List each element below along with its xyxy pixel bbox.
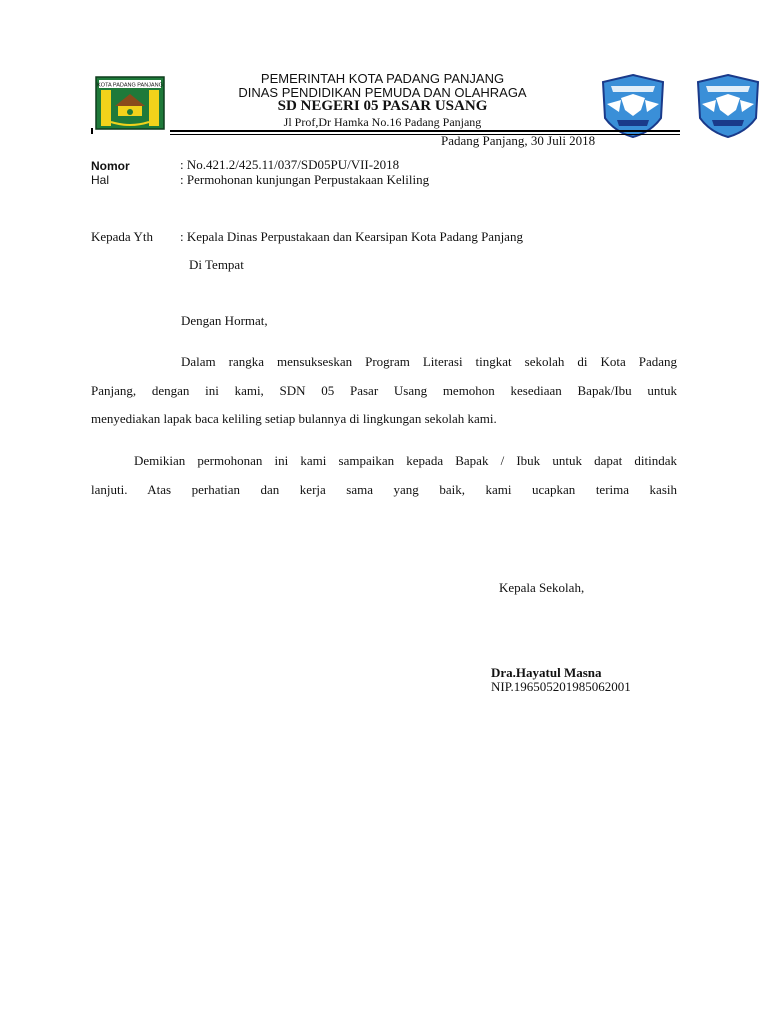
signer-name: Dra.Hayatul Masna: [491, 665, 602, 680]
letterhead-divider-thick: [170, 130, 680, 132]
hal-label: Hal: [91, 173, 110, 187]
paragraph-2-line-1: Demikian permohonan ini kami sampaikan kepada Bapak / Ibuk untuk dapat ditindak: [134, 453, 677, 468]
letterhead-divider-thin: [170, 134, 680, 135]
kota-padang-panjang-emblem: [95, 76, 165, 130]
hal-value: : Permohonan kunjungan Perpustakaan Keliling: [180, 172, 430, 187]
letterhead-address: Jl Prof,Dr Hamka No.16 Padang Panjang: [283, 115, 482, 129]
paragraph-2-line-2: lanjuti. Atas perhatian dan kerja sama yang baik, kami ucapkan terima kasih: [91, 482, 677, 497]
di-tempat: Di Tempat: [189, 257, 244, 272]
paragraph-1-line-2: Panjang, dengan ini kami, SDN 05 Pasar Usang memohon kesediaan Bapak/Ibu untuk: [91, 383, 677, 398]
letterhead-government: PEMERINTAH KOTA PADANG PANJANG: [260, 71, 505, 86]
greeting: Dengan Hormat,: [181, 313, 268, 328]
tut-wuri-handayani-logo-2: [686, 72, 768, 140]
svg-text:KOTA PADANG PANJANG: KOTA PADANG PANJANG: [97, 82, 163, 89]
closing-title: Kepala Sekolah,: [499, 580, 585, 595]
letterhead-department: DINAS PENDIDIKAN PEMUDA DAN OLAHRAGA: [238, 85, 527, 100]
paragraph-1-line-1: Dalam rangka mensukseskan Program Literasi tingkat sekolah di Kota Padang: [181, 354, 677, 369]
nomor-label: Nomor: [91, 159, 130, 173]
letterhead-school-name: SD NEGERI 05 PASAR USANG: [277, 98, 488, 114]
paragraph-1-line-3: menyediakan lapak baca keliling setiap bulannya di lingkungan sekolah kami.: [91, 411, 497, 426]
signer-nip: NIP.196505201985062001: [491, 679, 631, 694]
kepada-value: : Kepala Dinas Perpustakaan dan Kearsipan Kota Padang Panjang: [180, 229, 523, 244]
margin-mark: [91, 128, 93, 134]
nomor-value: : No.421.2/425.11/037/SD05PU/VII-2018: [180, 157, 400, 172]
kepada-label: Kepada Yth: [91, 229, 153, 244]
place-date: Padang Panjang, 30 Juli 2018: [441, 133, 596, 148]
